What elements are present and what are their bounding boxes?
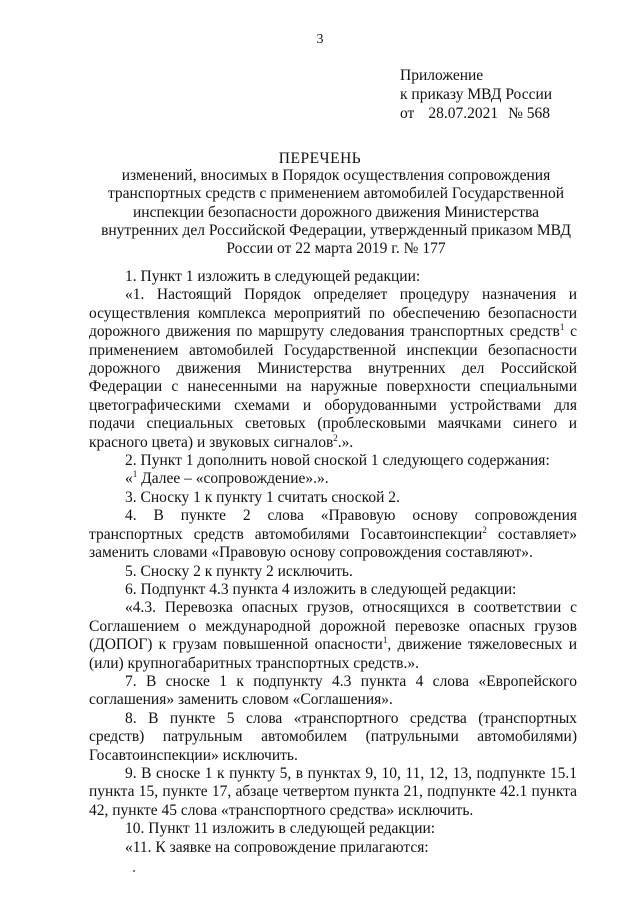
footnote-ref: 2 [333,432,338,443]
item-10: 10. Пункт 11 изложить в следующей редакции: [125,820,436,838]
appendix-date: 28.07.2021 [428,105,499,122]
item-11-quote: «11. К заявке на сопровождение прилагаются: [125,838,429,856]
item-6: 6. Подпункт 4.3 пункта 4 изложить в следующей редакции: [125,580,517,598]
item-8: 8. В пункте 5 слова «транспортного средства (транспортных средств) патрульным автомобилем (патрульными автомобилями) Госавтоинспекции» исключить. [89,709,577,764]
appendix-date-line [400,104,552,123]
item-1: 1. Пункт 1 изложить в следующей редакции: [125,268,421,285]
item-1-quote: «1. Настоящий Порядок определяет процедуру назначения и осуществления комплекса мероприятий по обеспечению безопасности дорожного движения по маршруту следования транспортных средств$^1$ с применением автомобилей Государственной инспекции безопасности дорожного движения Министерства внутренних дел Российской Федерации с нанесенными на наружные поверхности специальными цветографическими схемами и оборудованными устройствами для подачи специальных световых (проблесковыми маячками синего и красного цвета) и звуковых сигналов$^2$.». [89,286,577,451]
appendix-from: от [400,105,415,122]
footnote-ref: 1 [132,469,138,480]
appendix-label: Приложение [400,67,484,84]
item-2-quote: «$^1$ Далее – «сопровождение».». [125,469,329,488]
document-title: ПЕРЕЧЕНЬ [278,150,362,167]
item-5: 5. Сноску 2 к пункту 2 исключить. [125,562,353,580]
page-number: 3 [316,32,324,47]
item-2: 2. Пункт 1 дополнить новой сноской 1 следующего содержания: [125,452,550,470]
footnote-ref: 1 [382,635,388,646]
item-4: 4. В пункте 2 слова «Правовую основу сопровождения транспортных средств автомобилями Госавтоинспекции$^2$ составляет» заменить словами «Правовую основу сопровождения составляют». [89,507,577,562]
footnote-ref: 1 [559,322,565,333]
item-6-quote: «4.3. Перевозка опасных грузов, относящихся в соответствии с Соглашением о международной дорожной перевозке опасных грузов (ДОПОГ) к грузам повышенной опасности$^1$, движение тяжеловесных и (или) крупногабаритных транспортных средств.». [89,599,577,672]
scan-speck [133,870,135,872]
appendix-number: № 568 [508,105,550,122]
footnote-ref: 2 [482,524,487,535]
item-3: 3. Сноску 1 к пункту 1 считать сноской 2. [125,488,400,506]
appendix-block [400,66,552,123]
document-subtitle: изменений, вносимых в Порядок осуществления сопровождения транспортных средств с применением автомобилей Государственной инспекции безопасности дорожного движения Министерства внутренних дел Российской Федерации, утвержденный приказом МВД России от 22 марта 2019 г. № 177 [101,167,571,258]
item-9: 9. В сноске 1 к пункту 5, в пунктах 9, 10, 11, 12, 13, подпункте 15.1 пункта 15, пункте 17, абзаце четвертом пункта 21, подпункте 42.1 пункта 42, пункте 45 слова «транспортного средства» исключить. [89,764,577,819]
item-7: 7. В сноске 1 к подпункту 4.3 пункта 4 слова «Европейского соглашения» заменить словом «Соглашения». [89,672,577,709]
appendix-order-ref: к приказу МВД России [400,86,553,103]
document-body [89,268,577,857]
